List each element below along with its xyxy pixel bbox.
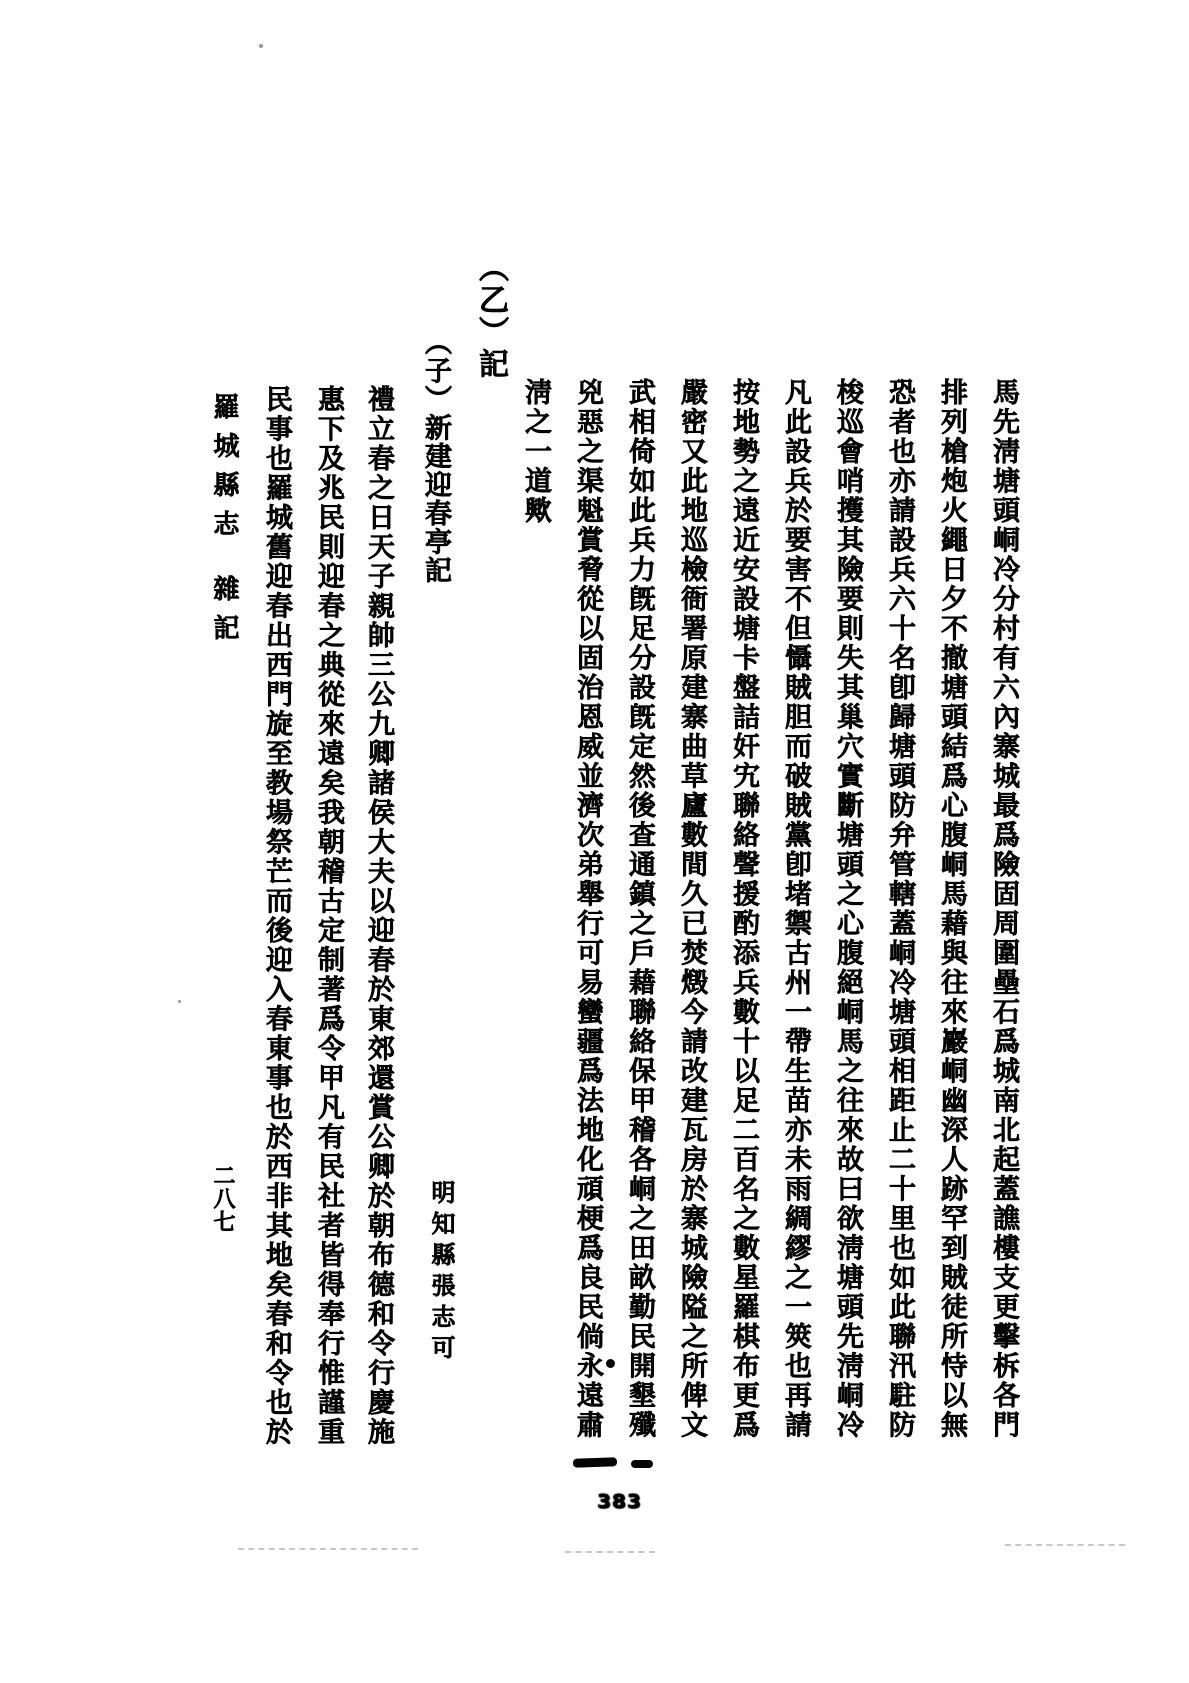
margin-section-label: 雜記	[209, 575, 239, 653]
text-column: 武相倚如此兵力旣足分設旣定然後查通鎮之戶藉聯絡保甲稽各峒之田畝勤民開墾殲	[624, 378, 655, 1440]
text-column: 按地勢之遠近安設塘卡盤詰奸宄聯絡聲援酌添兵數十以足二百名之數星羅棋布更爲	[728, 378, 759, 1440]
ink-smudge	[573, 1457, 617, 1468]
scan-speck	[178, 1000, 181, 1003]
folio-number: 二八七	[210, 1164, 236, 1233]
text-column: 民事也羅城舊迎春出西門旋至教場祭芒而後迎入春東事也於西非其地矣春和令也於	[261, 385, 292, 1447]
ink-dot	[606, 1359, 615, 1368]
smudged-page-number: 383	[597, 1489, 642, 1513]
text-column: 禮立春之日天子親帥三公九卿諸侯大夫以迎春於東郊還賞公卿於朝布德和令行慶施	[363, 385, 394, 1447]
author-attribution: 明知縣張志可	[427, 1180, 456, 1366]
scan-artifact-line	[1005, 1544, 1125, 1546]
text-column: 凡此設兵於要害不但懾賊胆而破賊黨卽堵禦古州一帶生苗亦未雨綢繆之一筴也再請	[780, 378, 811, 1440]
scan-artifact-line	[238, 1548, 418, 1550]
scan-artifact-line	[565, 1551, 655, 1553]
text-column: 淸之一道歟	[520, 378, 551, 526]
text-column: 嚴密又此地巡檢衙署原建寨曲草廬數間久已焚燬今請改建瓦房於寨城險隘之所俾文	[676, 378, 707, 1440]
text-column: 排列槍炮火繩日夕不撤塘頭結爲心腹峒馬藉與往來巖峒幽深人跡罕到賊徒所恃以無	[936, 378, 967, 1440]
part-heading: （乙）記	[473, 252, 508, 380]
text-column: 恐者也亦請設兵六十名卽歸塘頭防弁管轄蓋峒冷塘頭相距止二十里也如此聯汛駐防	[884, 378, 915, 1440]
ink-smudge	[631, 1460, 653, 1468]
margin-book-title: 羅城縣志	[209, 393, 239, 549]
chapter-heading: （子）新建迎春亭記	[420, 328, 451, 585]
text-column: 梭巡會哨擭其險要則失其巢穴實斷塘頭之心腹絕峒馬之往來故曰欲淸塘頭先淸峒冷	[832, 378, 863, 1440]
text-column: 馬先淸塘頭峒冷分村有六內寨城最爲險固周圍壘石爲城南北起蓋譙樓支更擊柝各門	[988, 378, 1019, 1440]
scan-speck	[259, 44, 263, 48]
text-column: 惠下及兆民則迎春之典從來遠矣我朝稽古定制著爲令甲凡有民社者皆得奉行惟謹重	[313, 385, 344, 1447]
text-column: 兇惡之渠魁賞脅從以固治恩威並濟次弟舉行可易蠻疆爲法地化頑梗爲良民倘永遠肅	[572, 378, 603, 1440]
